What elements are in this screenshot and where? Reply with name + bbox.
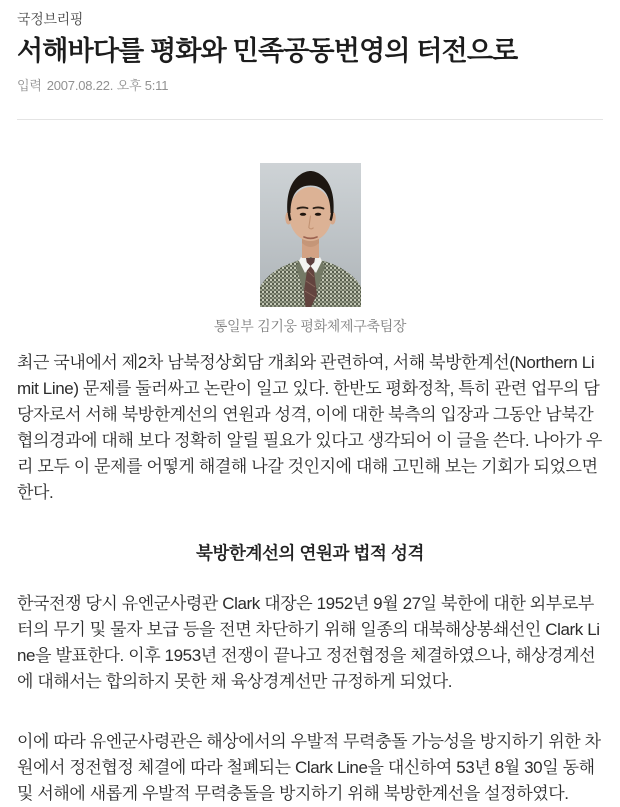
- article-header: [17, 0, 603, 94]
- article-datetime: 2007.08.22. 오후 5:11: [46, 78, 169, 94]
- date-label: 입력: [17, 78, 42, 94]
- article-body: [17, 350, 603, 807]
- section-heading: 북방한계선의 연원과 법적 성격: [196, 543, 424, 564]
- article-meta: [17, 75, 603, 94]
- source-label[interactable]: 국정브리핑: [17, 11, 84, 27]
- article-title: 서해바다를 평화와 민족공동번영의 터전으로: [17, 36, 518, 66]
- paragraph-2: 한국전쟁 당시 유엔군사령관 Clark 대장은 1952년 9월 27일 북한에 대한 외부로부터의 무기 및 물자 보급 등을 전면 차단하기 위해 일종의 대북해상봉쇄선인 Clark Line을 발표한다. 이후 1953년 전쟁이 끝나고 정전협정을 체결하였으나, 해상경계선에 대해서는 합의하지 못한 채 육상경계선만 규정하게 되었다.: [17, 594, 600, 692]
- photo-caption: 통일부 김기웅 평화체제구축팀장: [213, 318, 407, 335]
- author-portrait-photo: [260, 163, 361, 307]
- paragraph-1: 최근 국내에서 제2차 남북정상회담 개최와 관련하여, 서해 북방한계선(Northern Limit Line) 문제를 둘러싸고 논란이 일고 있다. 한반도 평화정착, 특히 관련 업무의 담당자로서 서해 북방한계선의 연원과 성격, 이에 대한 북측의 입장과 그동안 남북간 협의경과에 대해 보다 정확히 알릴 필요가 있다고 생각되어 이 글을 쓴다. 나아가 우리 모두 이 문제를 어떻게 해결해 나갈 것인지에 대해 고민해 보는 기회가 되었으면 한다.: [17, 353, 602, 503]
- header-divider: [17, 119, 603, 120]
- paragraph-3: 이에 따라 유엔군사령관은 해상에서의 우발적 무력충돌 가능성을 방지하기 위한 차원에서 정전협정 체결에 따라 철폐되는 Clark Line을 대신하여 53년 8월 30일 동해 및 서해에 새롭게 우발적 무력충돌을 방지하기 위해 북방한계선을 설정하였다.: [17, 732, 601, 804]
- author-photo-figure: [17, 163, 603, 336]
